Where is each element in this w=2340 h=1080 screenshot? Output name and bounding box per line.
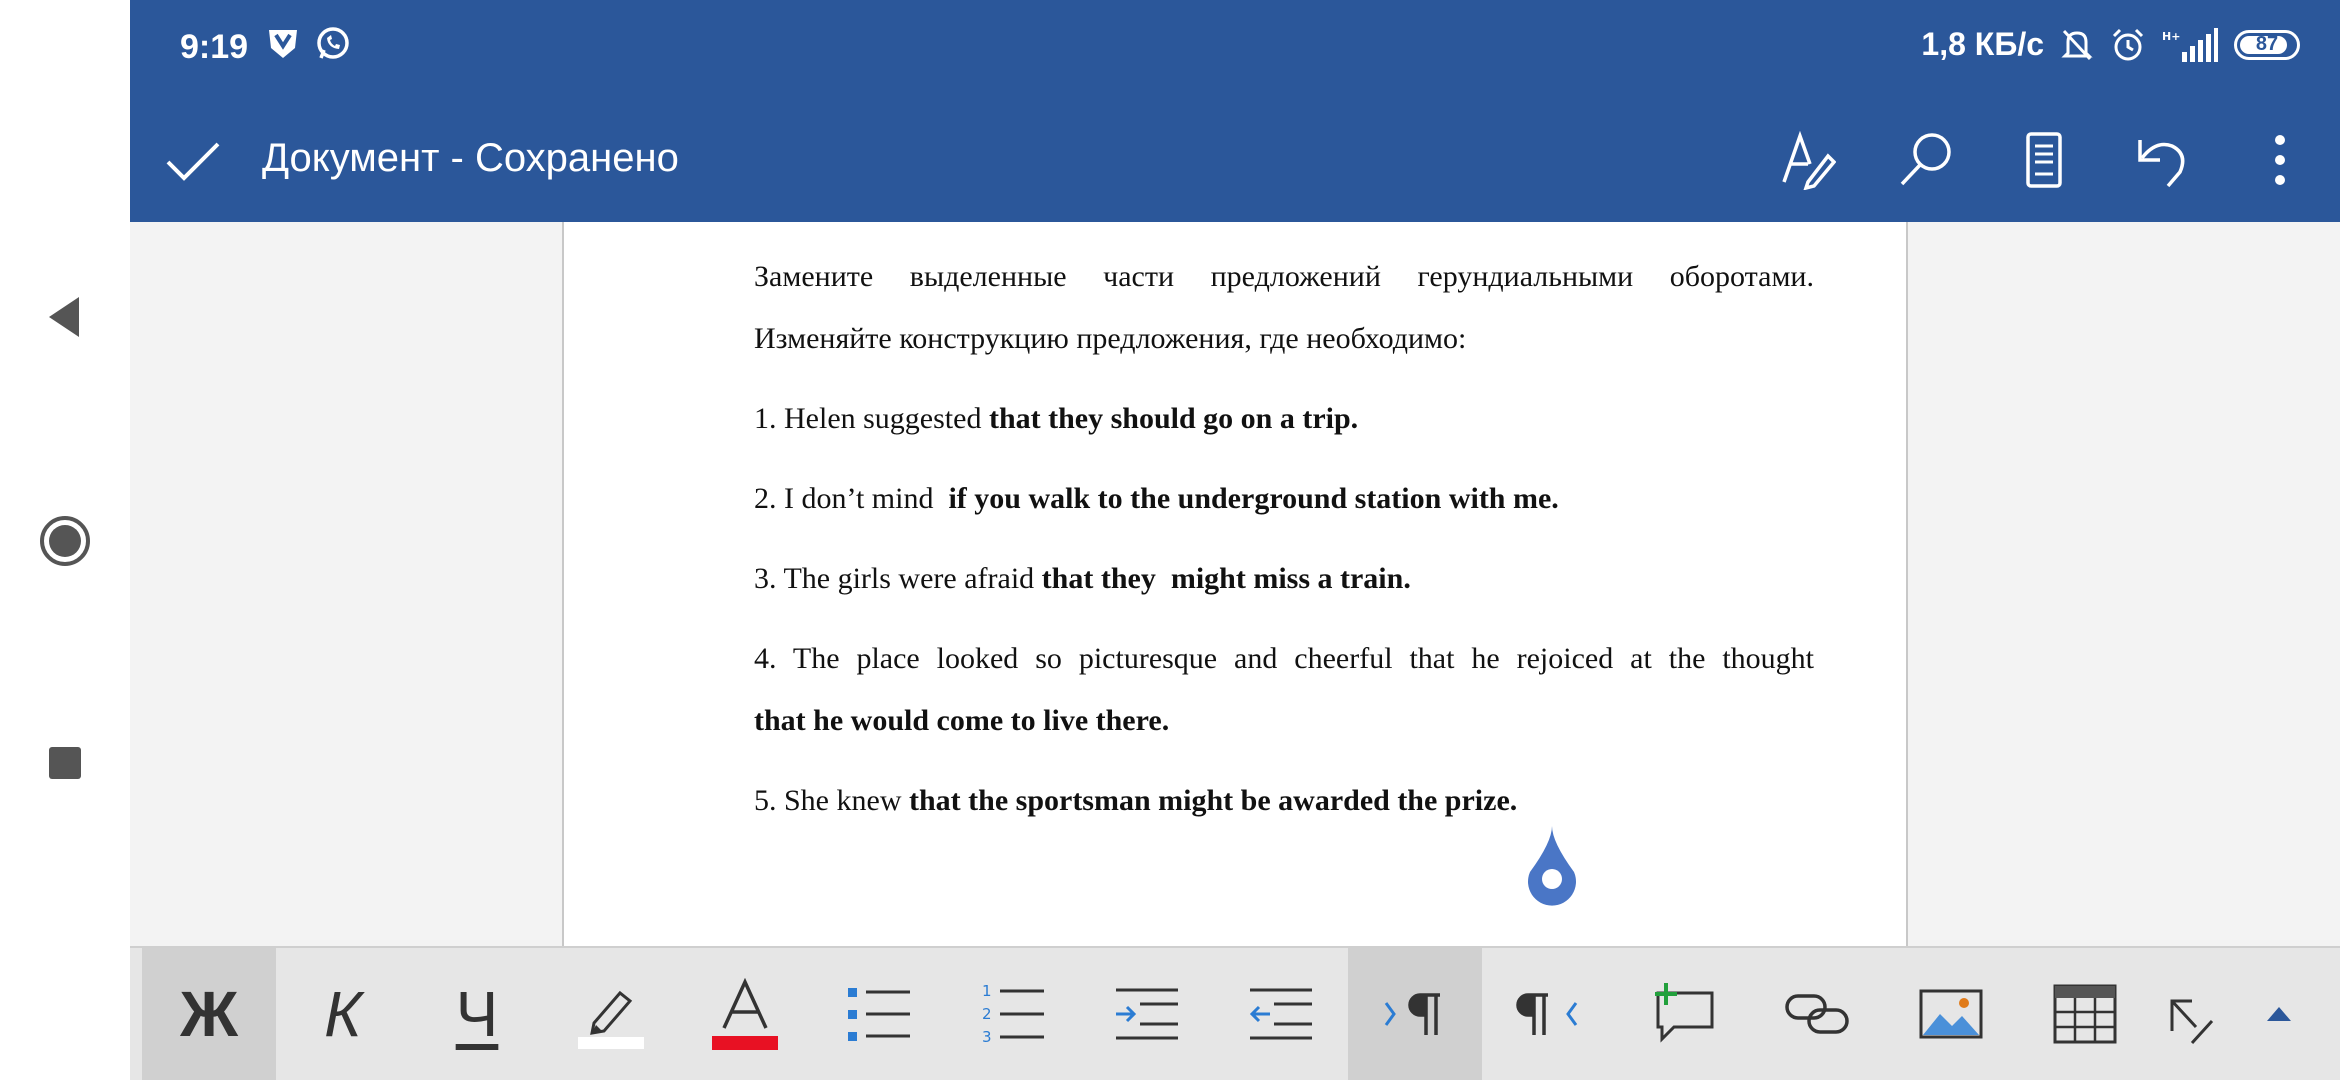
increase-indent-button[interactable] xyxy=(1080,948,1214,1080)
battery-icon xyxy=(2234,30,2300,60)
back-button[interactable] xyxy=(30,282,100,352)
font-color-icon xyxy=(710,978,780,1050)
item-5-text: 5. She knew xyxy=(754,784,909,817)
shape-icon xyxy=(2152,981,2218,1047)
decrease-indent-button[interactable] xyxy=(1214,948,1348,1080)
exercise-item-3 xyxy=(754,548,1814,610)
item-2-highlight: if you walk to the underground station with me. xyxy=(948,482,1559,515)
search-button[interactable] xyxy=(1896,128,1956,192)
increase-indent-icon xyxy=(1114,986,1180,1042)
bullet-list-icon xyxy=(846,986,912,1042)
home-icon xyxy=(38,514,92,568)
italic-label: К xyxy=(324,978,362,1050)
item-2-text: 2. I don’t mind xyxy=(754,482,949,515)
exercise-item-1 xyxy=(754,388,1814,450)
whatsapp-icon xyxy=(315,26,351,62)
document-body[interactable] xyxy=(754,246,1814,832)
app-actions xyxy=(1778,128,2310,192)
done-button[interactable] xyxy=(162,130,226,194)
underline-button[interactable] xyxy=(410,948,544,1080)
expand-ribbon-icon xyxy=(2266,1006,2292,1022)
picture-icon xyxy=(1918,988,1984,1040)
highlight-icon xyxy=(576,979,646,1049)
status-right xyxy=(1921,26,2300,63)
status-time: 9:19 xyxy=(180,28,249,66)
exercise-item-4 xyxy=(754,628,1814,752)
undo-icon xyxy=(2134,130,2190,190)
underline-label: Ч xyxy=(455,978,499,1050)
back-icon xyxy=(45,295,85,339)
link-button[interactable] xyxy=(1750,948,1884,1080)
undo-button[interactable] xyxy=(2132,128,2192,192)
intro-line-2: Изменяйте конструкцию предложения, где необходимо: xyxy=(754,322,1467,355)
link-icon xyxy=(1784,992,1850,1036)
bold-label: Ж xyxy=(180,978,238,1050)
alarm-icon xyxy=(2110,27,2146,63)
more-options-icon xyxy=(2270,130,2290,190)
document-canvas[interactable] xyxy=(130,222,2340,946)
app-toolbar xyxy=(130,116,2340,208)
rtl-paragraph-icon xyxy=(1516,989,1582,1039)
reading-view-button[interactable] xyxy=(2014,128,2074,192)
shield-app-icon xyxy=(265,26,301,62)
bullet-list-button[interactable] xyxy=(812,948,946,1080)
notification-icons xyxy=(265,26,351,62)
item-4-text: 4. The place looked so picturesque and cheerful that he rejoiced at the thought xyxy=(754,642,1814,675)
recents-icon xyxy=(48,746,82,780)
checkmark-icon xyxy=(162,130,226,194)
ltr-paragraph-icon xyxy=(1382,989,1448,1039)
status-bar xyxy=(130,0,2340,96)
rtl-paragraph-button[interactable] xyxy=(1482,948,1616,1080)
search-icon xyxy=(1898,130,1954,190)
numbered-list-button[interactable] xyxy=(946,948,1080,1080)
decrease-indent-icon xyxy=(1248,986,1314,1042)
app-bar xyxy=(130,0,2340,222)
add-comment-icon xyxy=(1650,983,1716,1045)
ltr-paragraph-button[interactable] xyxy=(1348,948,1482,1080)
formatting-ribbon xyxy=(130,946,2340,1080)
item-1-highlight: that they should go on a trip. xyxy=(988,402,1359,435)
home-button[interactable] xyxy=(30,506,100,576)
system-nav-bar xyxy=(0,0,130,1080)
network-speed: 1,8 КБ/с xyxy=(1921,26,2044,62)
document-page[interactable] xyxy=(562,222,1908,946)
list-number-2: 2 xyxy=(982,1005,992,1023)
item-1-text: 1. Helen suggested xyxy=(754,402,989,435)
font-color-button[interactable] xyxy=(678,948,812,1080)
expand-ribbon-button[interactable] xyxy=(2218,948,2340,1080)
recents-button[interactable] xyxy=(30,728,100,798)
bold-button[interactable] xyxy=(142,948,276,1080)
list-number-3: 3 xyxy=(982,1028,992,1045)
insert-picture-button[interactable] xyxy=(1884,948,2018,1080)
more-options-button[interactable] xyxy=(2250,128,2310,192)
svg-text:H+: H+ xyxy=(2162,29,2181,43)
highlight-button[interactable] xyxy=(544,948,678,1080)
exercise-item-5 xyxy=(754,770,1814,832)
insert-table-button[interactable] xyxy=(2018,948,2152,1080)
item-3-text: 3. The girls were afraid xyxy=(754,562,1042,595)
numbered-list-icon xyxy=(980,983,1046,1045)
text-style-icon xyxy=(1780,130,1836,190)
document-title: Документ - Сохранено xyxy=(262,136,679,180)
item-5-highlight: that the sportsman might be awarded the prize. xyxy=(908,784,1518,817)
table-icon xyxy=(2052,983,2118,1045)
item-3-highlight: that they might miss a train. xyxy=(1041,562,1411,595)
list-number-1: 1 xyxy=(982,983,992,1000)
bell-muted-icon xyxy=(2060,27,2094,63)
signal-icon xyxy=(2162,28,2218,62)
intro-line-1: Замените выделенные части предложений герундиальными оборотами. xyxy=(754,260,1814,293)
battery-level: 87 xyxy=(2255,33,2279,55)
exercise-item-2 xyxy=(754,468,1814,530)
cursor-handle-icon[interactable] xyxy=(1524,822,1580,906)
text-style-button[interactable] xyxy=(1778,128,1838,192)
add-comment-button[interactable] xyxy=(1616,948,1750,1080)
italic-button[interactable] xyxy=(276,948,410,1080)
reading-view-icon xyxy=(2024,130,2064,190)
item-4-highlight: that he would come to live there. xyxy=(754,704,1170,737)
